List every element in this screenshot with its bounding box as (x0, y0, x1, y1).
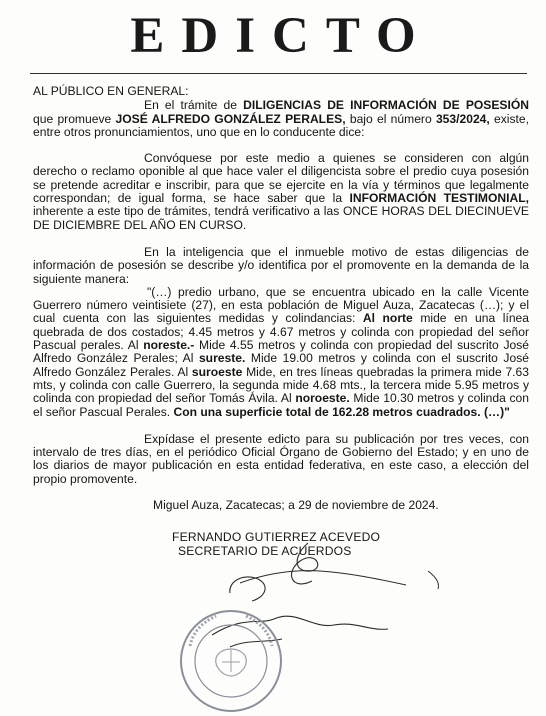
p4-bold-6: Con una superficie total de 162.28 metros cuadrados. (…)" (173, 404, 510, 419)
p1-bold-1: DILIGENCIAS DE INFORMACIÓN DE POSESIÓN (243, 98, 529, 113)
p2-text-2: inherente a este tipo de trámites, tendrá verificativo a las ONCE HORAS DEL DIECINUEVE DE DICIEMBRE DEL AÑO EN CURSO. (33, 204, 529, 232)
p4-bold-2: noreste.- (143, 338, 195, 353)
greeting: AL PÚBLICO EN GENERAL: (33, 84, 189, 98)
official-seal-stamp (176, 606, 286, 716)
signer-title: SECRETARIO DE ACUERDOS (178, 543, 352, 558)
p4-text-5: Mide, en tres líneas quebradas la primera mide 7.63 mts, y colinda con calle Guerrero, la segunda mide 4.68 mts., la tercera mide 5.95 metros y colinda con propiedad del señor Tomás Ávila. Al (33, 364, 529, 406)
paragraph-2 (33, 152, 529, 232)
paragraph-5: Expídase el presente edicto para su publicación por tres veces, con intervalo de tres días, en el periódico Oficial Órgano de Gobierno del Estado; y en uno de los diarios de mayor publicación en esta entidad federativa, en este caso, a elección del propio promovente. (33, 431, 529, 486)
p4-text-3: Mide 4.55 metros y colinda con propiedad del suscrito José Alfredo González Perales; Al (33, 338, 529, 366)
place-date: Miguel Auza, Zacatecas; a 29 de noviembre de 2024. (153, 498, 439, 513)
p4-text-1: "(…) predio urbano, que se encuentra ubicado en la calle Vicente Guerrero número veintisiete (27), en esta población de Miguel Auza, Zacatecas (…); y el cual cuenta con las siguientes medidas y colindancias: (33, 284, 529, 326)
p1-text-1: En el trámite de (144, 98, 244, 113)
p1-text-3: bajo el número (345, 111, 436, 126)
p1-text-4: existe, entre otros pronunciamientos, uno que en lo conducente dice: (33, 111, 529, 139)
paragraph-4-quote (33, 286, 529, 419)
paragraph-3: En la inteligencia que el inmueble motivo de estas diligencias de información de posesión se describe y/o identifica por el promovente en la demanda de la siguiente manera: (33, 244, 529, 286)
p2-text-1: Convóquese por este medio a quienes se consideren con algún derecho o reclamo oponible al que hace valer el diligencista sobre el predio cuya posesión se pretende acreditar e inscribir, para que se ejercite en la vía y términos que legalmente correspondan; de igual forma, se hace saber que la (33, 151, 529, 206)
p2-bold-1: INFORMACIÓN TESTIMONIAL, (349, 191, 529, 206)
p4-bold-5: noroeste. (295, 391, 350, 406)
document-title: EDICTO (130, 8, 433, 64)
title-divider (30, 73, 527, 74)
p1-bold-2: JOSÉ ALFREDO GONZÁLEZ PERALES, (115, 111, 346, 126)
signer-name: FERNANDO GUTIERREZ ACEVEDO (172, 530, 381, 545)
p1-bold-3: 353/2024, (435, 111, 490, 126)
p4-bold-4: suroeste (191, 364, 243, 379)
document-body (33, 85, 529, 558)
p4-text-2: mide en una línea quebrada de dos costados; 4.45 metros y 4.67 metros y colinda con propiedad del señor Pascual perales. Al (33, 311, 530, 353)
p4-text-6: Mide 10.30 metros y colinda con el señor Pascual Perales. (33, 391, 530, 419)
p4-text-4: Mide 19.00 metros y colinda con el suscrito José Alfredo González Perales. Al (33, 351, 529, 379)
p4-bold-3: sureste. (198, 351, 246, 366)
p1-text-2: que promueve (33, 111, 116, 126)
p4-bold-1: Al norte (362, 311, 413, 326)
paragraph-1 (33, 99, 529, 139)
